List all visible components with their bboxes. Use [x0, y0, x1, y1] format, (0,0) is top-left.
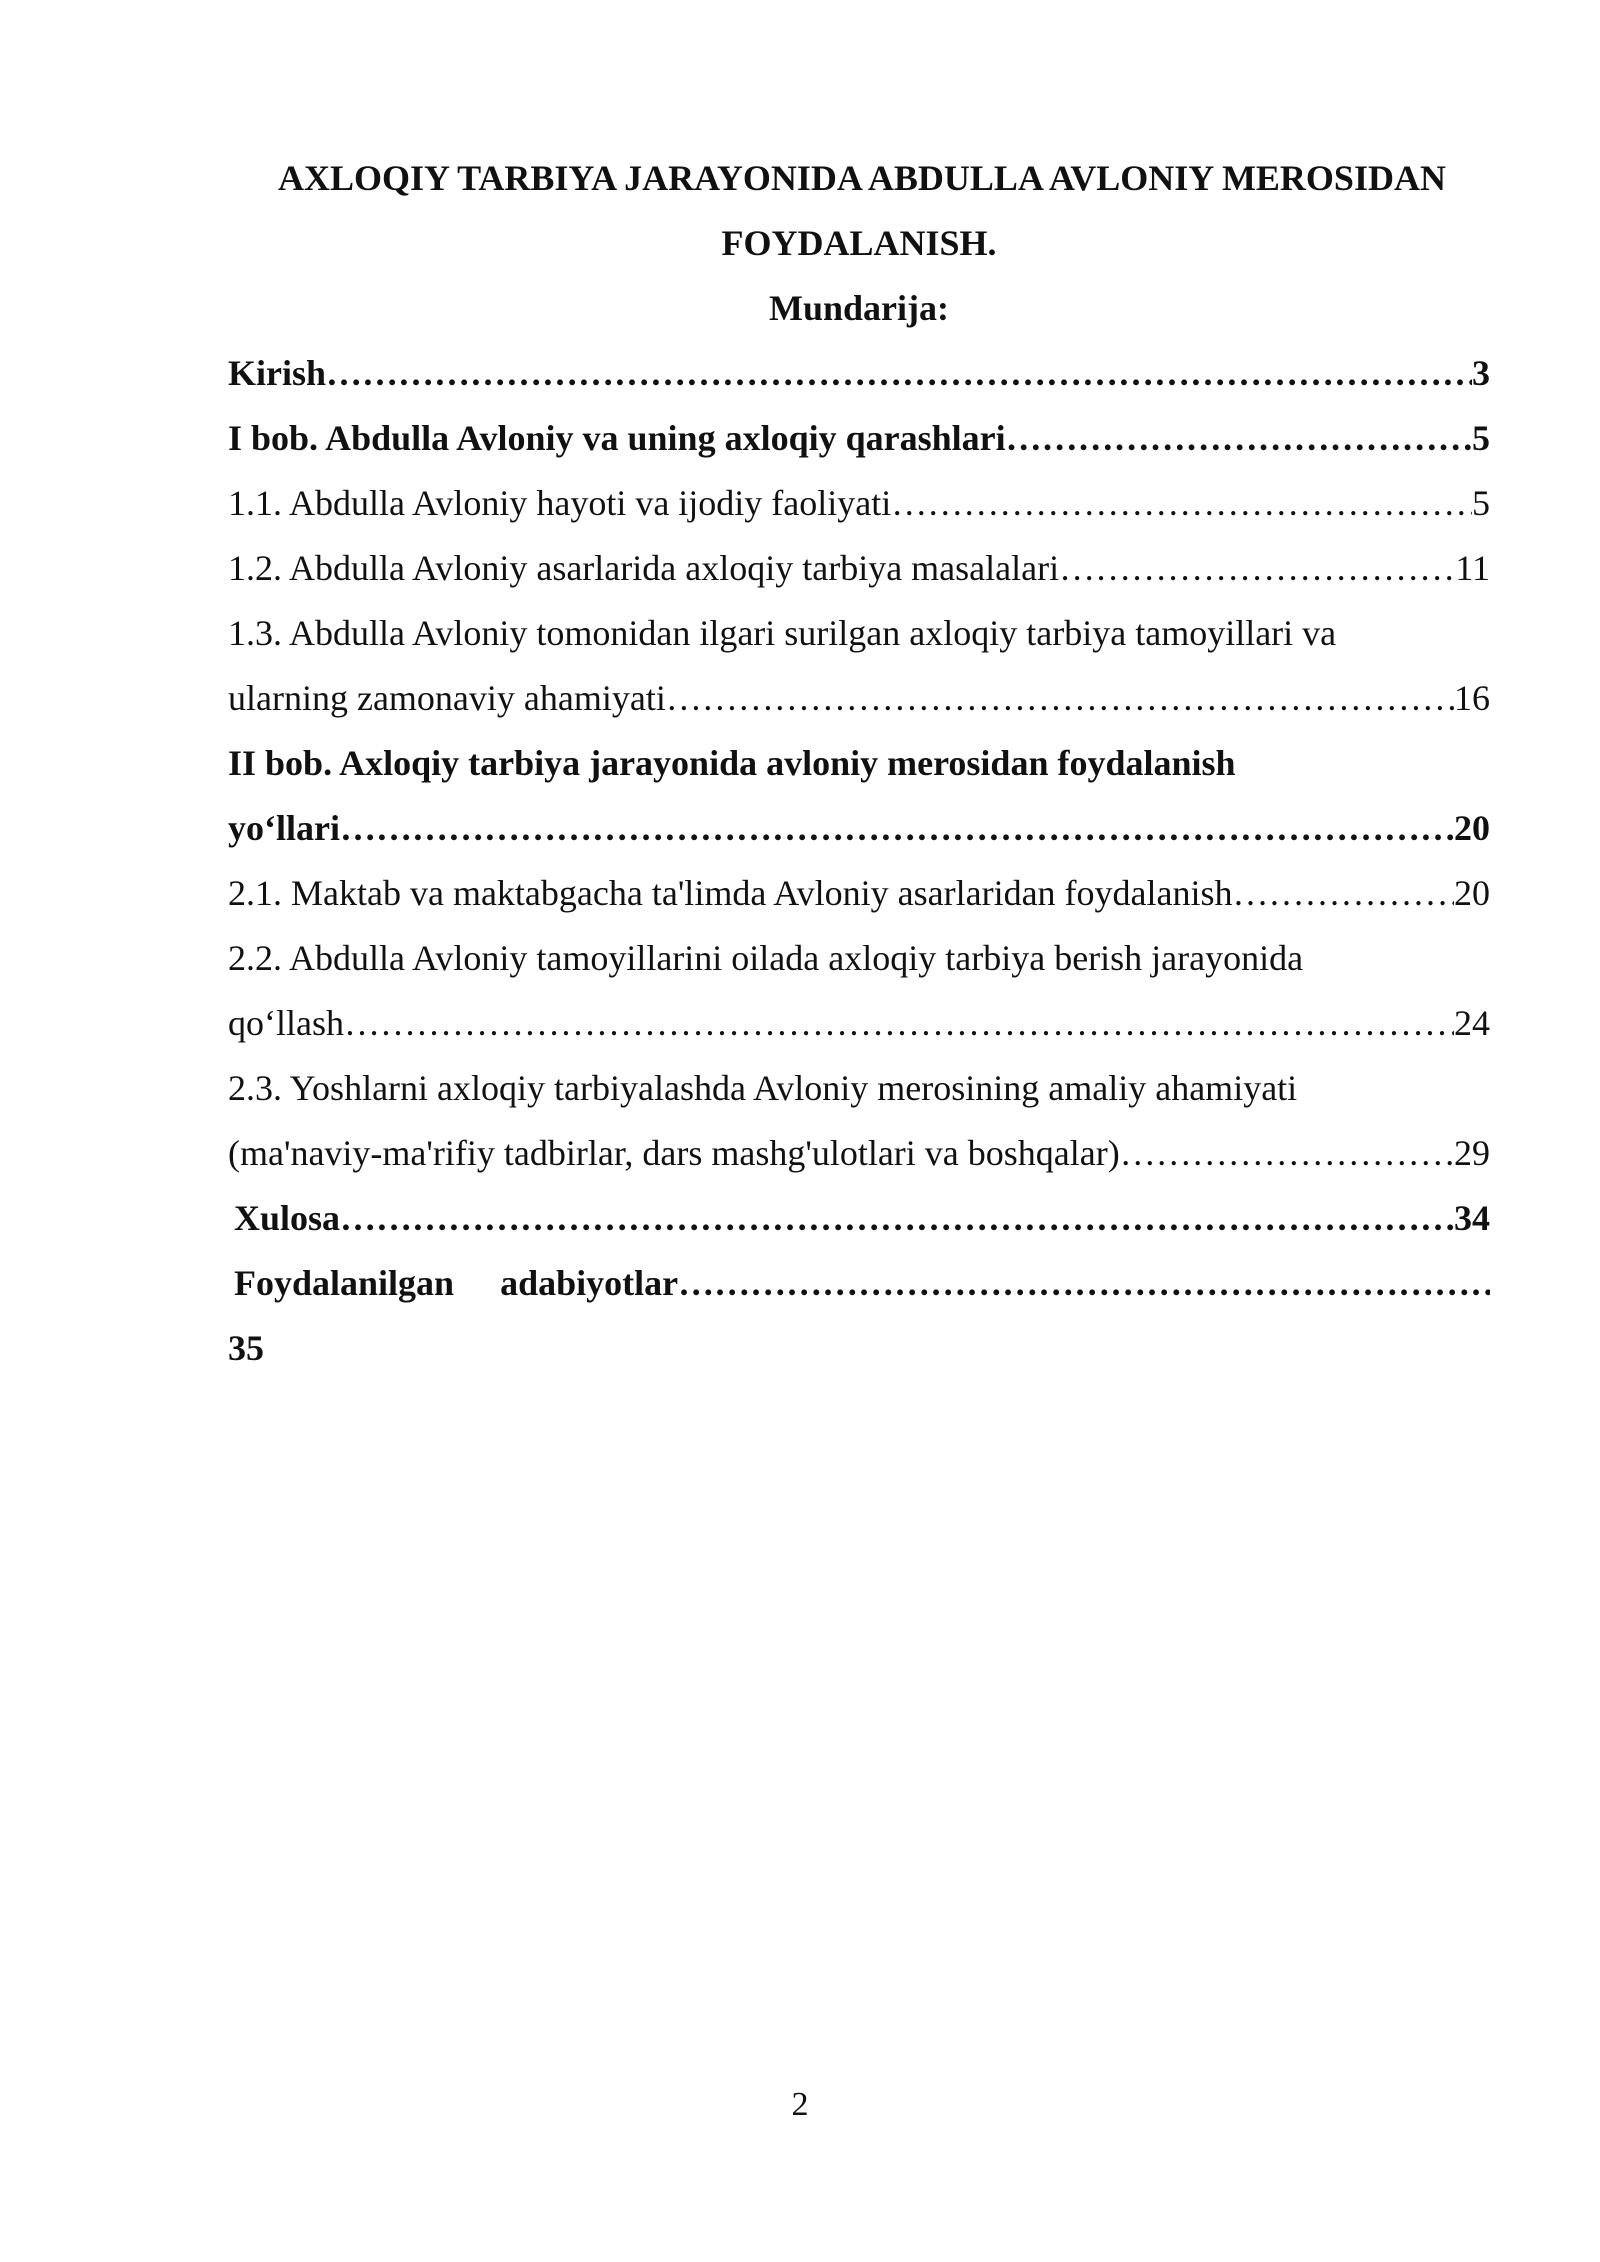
- toc-leader-dots: [340, 1186, 1454, 1251]
- toc-entry-label-line-1: 2.3. Yoshlarni axloqiy tarbiyalashda Avloniy merosining amaliy ahamiyati: [228, 1068, 1298, 1108]
- toc-entry-page: 24: [1454, 1003, 1490, 1043]
- toc-leader-dots: [340, 796, 1454, 861]
- toc-entry-label: 2.1. Maktab va maktabgacha ta'limda Avloniy asarlaridan foydalanish: [228, 873, 1233, 913]
- toc-entry-line-2: [228, 796, 1490, 861]
- toc-leader-dots: [678, 1251, 1490, 1316]
- toc-entry-label-line-1: 2.2. Abdulla Avloniy tamoyillarini oilada axloqiy tarbiya berish jarayonida: [228, 938, 1304, 978]
- toc-leader-dots: [1006, 406, 1472, 471]
- document-title-line-2: FOYDALANISH.: [721, 223, 997, 263]
- toc-entry-page: 3: [1472, 353, 1490, 393]
- toc-entry-2-1[interactable]: [228, 861, 1490, 926]
- toc-heading: Mundarija:: [769, 288, 949, 328]
- toc-entry-label-line-1: II bob. Axloqiy tarbiya jarayonida avloniy merosidan foydalanish: [228, 743, 1236, 783]
- toc-entry-line-2: [228, 1121, 1490, 1186]
- toc-entry-label: I bob. Abdulla Avloniy va uning axloqiy qarashlari: [228, 418, 1006, 458]
- toc-entry-label-line-2: yo‘llari: [228, 808, 340, 848]
- toc-entry-page: 11: [1455, 548, 1490, 588]
- toc-entry-1-1[interactable]: [228, 471, 1490, 536]
- toc-entry-chapter-2[interactable]: [228, 731, 1490, 861]
- toc-entry-label-line-2: ularning zamonaviy ahamiyati: [228, 678, 666, 718]
- toc-entry-page: 29: [1454, 1133, 1490, 1173]
- toc-entry-line-1: [228, 1251, 1490, 1316]
- toc-entry-label-word-2: adabiyotlar: [500, 1263, 679, 1303]
- document-content: [228, 146, 1490, 1381]
- toc-entry-label-line-1: 1.3. Abdulla Avloniy tomonidan ilgari surilgan axloqiy tarbiya tamoyillari va: [228, 613, 1337, 653]
- toc-entry-page: 20: [1454, 873, 1490, 913]
- toc-leader-dots: [1120, 1121, 1454, 1186]
- toc-entry-label: Xulosa: [234, 1198, 341, 1238]
- toc-entry-page: 34: [1454, 1198, 1490, 1238]
- toc-entry-page: 20: [1454, 808, 1490, 848]
- toc-entry-page: 35: [228, 1328, 264, 1368]
- toc-entry-page: 16: [1454, 678, 1490, 718]
- toc-leader-dots: [1233, 861, 1454, 926]
- toc-entry-chapter-1[interactable]: [228, 406, 1490, 471]
- toc-entry-label: Kirish: [228, 353, 327, 393]
- toc-entry-label-line-2: (ma'naviy-ma'rifiy tadbirlar, dars mashg'ulotlari va boshqalar): [228, 1133, 1120, 1173]
- toc-leader-dots: [1059, 536, 1455, 601]
- document-title-line-1: AXLOQIY TARBIYA JARAYONIDA ABDULLA AVLONIY MEROSIDAN: [278, 158, 1446, 198]
- toc-entry-label-word-1: Foydalanilgan: [234, 1263, 455, 1303]
- toc-entry-1-3[interactable]: [228, 601, 1490, 731]
- page-number: 2: [791, 2086, 809, 2123]
- toc-entry-line-2: [228, 991, 1490, 1056]
- toc-entry-2-2[interactable]: [228, 926, 1490, 1056]
- toc-leader-dots: [326, 341, 1472, 406]
- toc-leader-dots: [666, 666, 1454, 731]
- toc-entry-label: 1.2. Abdulla Avloniy asarlarida axloqiy tarbiya masalalari: [228, 548, 1060, 588]
- toc-entry-label: 1.1. Abdulla Avloniy hayoti va ijodiy faoliyati: [228, 483, 892, 523]
- toc-entry-xulosa[interactable]: [228, 1186, 1490, 1251]
- toc-entry-label-line-2: qo‘llash: [228, 1003, 344, 1043]
- toc-entry-page: 5: [1472, 483, 1490, 523]
- toc-entry-references[interactable]: [228, 1251, 1490, 1381]
- toc-entry-1-2[interactable]: [228, 536, 1490, 601]
- toc-leader-dots: [344, 991, 1454, 1056]
- toc-leader-dots: [891, 471, 1472, 536]
- toc-entry-kirish[interactable]: [228, 341, 1490, 406]
- toc-entry-line-2: [228, 666, 1490, 731]
- toc-entry-page: 5: [1472, 418, 1490, 458]
- toc-entry-2-3[interactable]: [228, 1056, 1490, 1186]
